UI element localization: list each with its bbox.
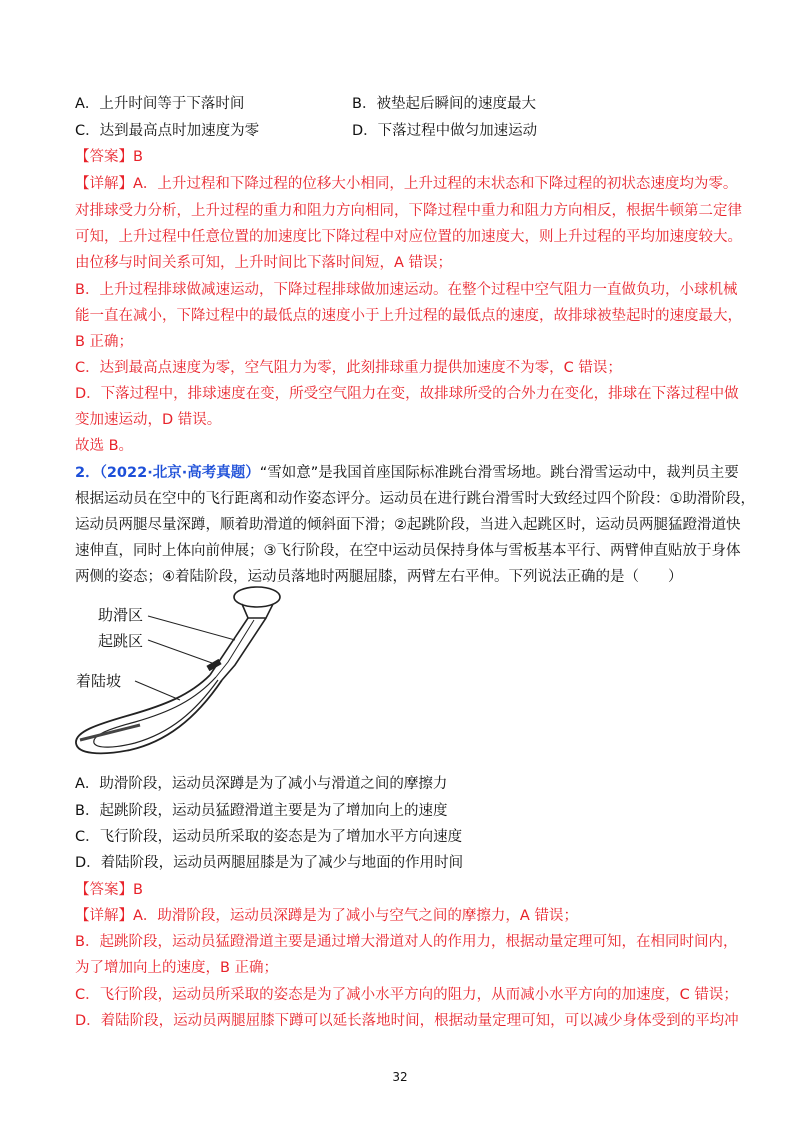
label-zone1: 助滑区 — [98, 606, 144, 624]
q2-analysis-line: 为了增加向上的速度，B 正确； — [75, 960, 279, 976]
q1-option-c: C．达到最高点时加速度为零 — [75, 123, 260, 139]
q1-analysis-line: 可知，上升过程中任意位置的加速度比下降过程中对应位置的加速度大，则上升过程的平均加速度较大。 — [75, 229, 742, 245]
ski-jump-diagram — [70, 580, 300, 765]
q1-option-d: D．下落过程中做匀加速运动 — [352, 123, 538, 139]
q2-stem-line: 两侧的姿态；④着陆阶段，运动员落地时两腿屈膝，两臂左右平伸。下列说法正确的是（ ） — [75, 569, 683, 585]
q1-analysis-line: 变加速运动，D 错误。 — [75, 412, 222, 428]
q2-option-d: D．着陆阶段，运动员两腿屈膝是为了减少与地面的作用时间 — [75, 855, 464, 871]
q1-option-b: B．被垫起后瞬间的速度最大 — [352, 96, 536, 112]
q2-stem-text: “雪如意”是我国首座国际标准跳台滑雪场地。跳台滑雪运动中，裁判员主要 — [259, 465, 739, 481]
q1-analysis-line: 由位移与时间关系可知，上升时间比下落时间短，A 错误； — [75, 255, 453, 271]
label-zone2: 起跳区 — [98, 632, 144, 650]
q1-analysis-line: 对排球受力分析，上升过程的重力和阻力方向相同，下降过程中重力和阻力方向相反，根据牛顿第二定律 — [75, 203, 742, 219]
q1-analysis-line: 能一直在减小，下降过程中的最低点的速度小于上升过程的最低点的速度，故排球被垫起时的速度最大， — [75, 308, 742, 324]
label-zone3: 着陆坡 — [76, 672, 122, 690]
q1-answer: 【答案】B — [75, 149, 143, 165]
q2-stem-line: 根据运动员在空中的飞行距离和动作姿态评分。运动员在进行跳台滑雪时大致经过四个阶段：①助滑阶段， — [75, 491, 755, 507]
q1-analysis-line: B 正确； — [75, 334, 134, 350]
q1-analysis-line: 【详解】A．上升过程和下降过程的位移大小相同，上升过程的末状态和下降过程的初状态速度均为零。 — [75, 176, 738, 192]
q2-option-a: A．助滑阶段，运动员深蹲是为了减小与滑道之间的摩擦力 — [75, 776, 448, 792]
q1-analysis-line: C．达到最高点速度为零，空气阻力为零，此刻排球重力提供加速度不为零，C 错误； — [75, 360, 622, 376]
q2-number: 2． — [75, 465, 100, 481]
q2-stem-first-line — [75, 463, 739, 483]
q2-option-c: C．飞行阶段，运动员所采取的姿态是为了增加水平方向速度 — [75, 829, 463, 845]
q2-answer: 【答案】B — [75, 882, 143, 898]
q1-analysis-line: B．上升过程排球做减速运动，下降过程排球做加速运动。在整个过程中空气阻力一直做负功，小球机械 — [75, 282, 738, 298]
q1-analysis-line: D．下落过程中，排球速度在变，所受空气阻力在变，故排球所受的合外力在变化，排球在下落过程中做 — [75, 386, 739, 402]
q1-conclusion: 故选 B。 — [75, 438, 134, 454]
page-number: 32 — [392, 1070, 408, 1084]
q2-analysis-line: C．飞行阶段，运动员所采取的姿态是为了减小水平方向的阻力，从而减小水平方向的加速度，C 错误； — [75, 987, 738, 1003]
q2-stem-line: 运动员两腿尽量深蹲，顺着助滑道的倾斜面下滑；②起跳阶段，当进入起跳区时，运动员两腿猛蹬滑道快 — [75, 517, 741, 533]
q2-stem-line: 速伸直，同时上体向前伸展；③飞行阶段，在空中运动员保持身体与雪板基本平行、两臂伸直贴放于身体 — [75, 543, 741, 559]
q2-source: （2022·北京·高考真题） — [99, 465, 260, 481]
ski-jump-figure — [70, 580, 300, 765]
q2-analysis-line: 【详解】A．助滑阶段，运动员深蹲是为了减小与空气之间的摩擦力，A 错误； — [75, 908, 578, 924]
q2-analysis-line: B．起跳阶段，运动员猛蹬滑道主要是通过增大滑道对人的作用力，根据动量定理可知，在相同时间内， — [75, 934, 738, 950]
q2-analysis-line: D．着陆阶段，运动员两腿屈膝下蹲可以延长落地时间，根据动量定理可知，可以减少身体受到的平均冲 — [75, 1013, 739, 1029]
q1-option-a: A．上升时间等于下落时间 — [75, 96, 245, 112]
q2-option-b: B．起跳阶段，运动员猛蹬滑道主要是为了增加向上的速度 — [75, 803, 448, 819]
